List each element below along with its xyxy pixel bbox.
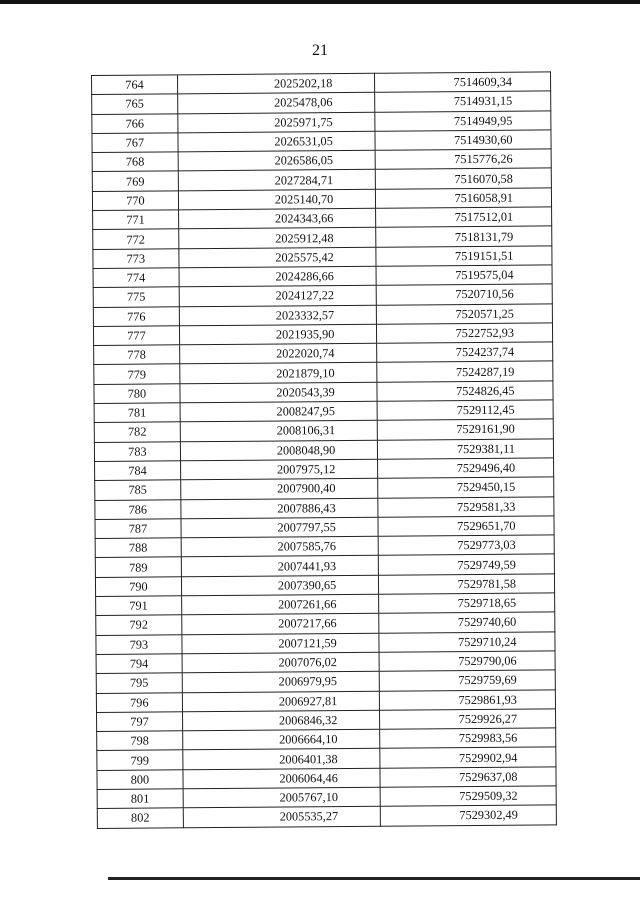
x-coordinate-cell: 2007900,40	[181, 478, 379, 499]
x-coordinate-cell: 2007441,93	[181, 556, 379, 577]
y-coordinate-cell: 7529581,33	[378, 496, 554, 517]
y-coordinate-cell: 7529302,49	[381, 805, 557, 826]
x-coordinate-cell: 2008048,90	[180, 440, 378, 461]
x-coordinate-cell: 2022020,74	[179, 343, 377, 364]
y-coordinate-cell: 7529773,03	[378, 535, 554, 556]
x-coordinate-cell: 2024127,22	[179, 286, 377, 307]
y-coordinate-cell: 7529161,90	[378, 419, 554, 440]
x-coordinate-cell: 2025478,06	[177, 93, 375, 114]
x-coordinate-cell: 2005535,27	[183, 807, 381, 828]
point-number-cell: 785	[95, 480, 181, 500]
x-coordinate-cell: 2021879,10	[180, 363, 378, 384]
x-coordinate-cell: 2005767,10	[183, 787, 381, 808]
coordinates-table	[91, 71, 557, 828]
point-number-cell: 791	[96, 596, 182, 616]
y-coordinate-cell: 7529749,59	[379, 554, 555, 575]
y-coordinate-cell: 7529710,24	[379, 631, 555, 652]
y-coordinate-cell: 7529926,27	[380, 709, 556, 730]
point-number-cell: 765	[92, 94, 178, 114]
y-coordinate-cell: 7529381,11	[378, 439, 554, 460]
point-number-cell: 767	[92, 133, 178, 153]
y-coordinate-cell: 7524826,45	[377, 381, 553, 402]
point-number-cell: 777	[93, 326, 179, 346]
point-number-cell: 794	[96, 654, 182, 674]
x-coordinate-cell: 2007585,76	[181, 536, 379, 557]
x-coordinate-cell: 2023332,57	[179, 305, 377, 326]
x-coordinate-cell: 2007076,02	[182, 652, 380, 673]
y-coordinate-cell: 7529759,69	[379, 670, 555, 691]
x-coordinate-cell: 2007261,66	[181, 594, 379, 615]
y-coordinate-cell: 7515776,26	[375, 149, 551, 170]
page-number: 21	[312, 42, 328, 59]
x-coordinate-cell: 2027284,71	[178, 170, 376, 191]
y-coordinate-cell: 7524237,74	[377, 342, 553, 363]
y-coordinate-cell: 7514609,34	[375, 72, 551, 93]
point-number-cell: 778	[94, 345, 180, 365]
y-coordinate-cell: 7514930,60	[375, 130, 551, 151]
y-coordinate-cell: 7517512,01	[376, 207, 552, 228]
y-coordinate-cell: 7519151,51	[376, 246, 552, 267]
point-number-cell: 795	[96, 673, 182, 693]
point-number-cell: 802	[97, 808, 183, 828]
y-coordinate-cell: 7529781,58	[379, 574, 555, 595]
x-coordinate-cell: 2006664,10	[182, 729, 380, 750]
x-coordinate-cell: 2006979,95	[182, 671, 380, 692]
x-coordinate-cell: 2025140,70	[178, 189, 376, 210]
point-number-cell: 796	[96, 692, 182, 712]
point-number-cell: 764	[92, 75, 178, 95]
y-coordinate-cell: 7529112,45	[377, 400, 553, 421]
y-coordinate-cell: 7529790,06	[379, 651, 555, 672]
point-number-cell: 790	[95, 577, 181, 597]
point-number-cell: 779	[94, 364, 180, 384]
table-row	[97, 805, 556, 828]
x-coordinate-cell: 2020543,39	[180, 382, 378, 403]
scan-edge-bottom	[108, 877, 640, 880]
x-coordinate-cell: 2006846,32	[182, 710, 380, 731]
scan-edge-top	[0, 0, 640, 4]
point-number-cell: 788	[95, 538, 181, 558]
coordinates-table-wrapper	[91, 71, 557, 828]
y-coordinate-cell: 7529902,94	[380, 747, 556, 768]
y-coordinate-cell: 7514949,95	[375, 110, 551, 131]
point-number-cell: 769	[92, 171, 178, 191]
point-number-cell: 771	[93, 210, 179, 230]
y-coordinate-cell: 7529983,56	[380, 728, 556, 749]
point-number-cell: 801	[97, 789, 183, 809]
x-coordinate-cell: 2024286,66	[179, 266, 377, 287]
point-number-cell: 784	[95, 461, 181, 481]
point-number-cell: 780	[94, 384, 180, 404]
x-coordinate-cell: 2008247,95	[180, 401, 378, 422]
y-coordinate-cell: 7516070,58	[376, 168, 552, 189]
x-coordinate-cell: 2024343,66	[178, 208, 376, 229]
point-number-cell: 786	[95, 499, 181, 519]
y-coordinate-cell: 7514931,15	[375, 91, 551, 112]
y-coordinate-cell: 7522752,93	[377, 323, 553, 344]
x-coordinate-cell: 2025202,18	[177, 73, 375, 94]
x-coordinate-cell: 2008106,31	[180, 421, 378, 442]
point-number-cell: 776	[93, 306, 179, 326]
point-number-cell: 774	[93, 268, 179, 288]
x-coordinate-cell: 2006064,46	[183, 768, 381, 789]
x-coordinate-cell: 2007975,12	[180, 459, 378, 480]
point-number-cell: 782	[94, 422, 180, 442]
point-number-cell: 773	[93, 248, 179, 268]
point-number-cell: 768	[92, 152, 178, 172]
point-number-cell: 797	[97, 712, 183, 732]
x-coordinate-cell: 2025912,48	[179, 228, 377, 249]
y-coordinate-cell: 7529740,60	[379, 612, 555, 633]
x-coordinate-cell: 2026531,05	[178, 131, 376, 152]
y-coordinate-cell: 7529450,15	[378, 477, 554, 498]
x-coordinate-cell: 2007121,59	[182, 633, 380, 654]
x-coordinate-cell: 2006927,81	[182, 691, 380, 712]
point-number-cell: 772	[93, 229, 179, 249]
y-coordinate-cell: 7520710,56	[376, 284, 552, 305]
point-number-cell: 800	[97, 769, 183, 789]
point-number-cell: 770	[92, 191, 178, 211]
coordinates-table-body	[92, 72, 557, 828]
point-number-cell: 775	[93, 287, 179, 307]
x-coordinate-cell: 2007797,55	[181, 517, 379, 538]
point-number-cell: 793	[96, 634, 182, 654]
y-coordinate-cell: 7529509,32	[380, 786, 556, 807]
x-coordinate-cell: 2025971,75	[178, 112, 376, 133]
point-number-cell: 781	[94, 403, 180, 423]
x-coordinate-cell: 2007217,66	[182, 614, 380, 635]
point-number-cell: 798	[97, 731, 183, 751]
point-number-cell: 799	[97, 750, 183, 770]
x-coordinate-cell: 2025575,42	[179, 247, 377, 268]
x-coordinate-cell: 2007886,43	[181, 498, 379, 519]
x-coordinate-cell: 2026586,05	[178, 150, 376, 171]
y-coordinate-cell: 7520571,25	[377, 303, 553, 324]
x-coordinate-cell: 2006401,38	[183, 749, 381, 770]
y-coordinate-cell: 7529651,70	[378, 516, 554, 537]
y-coordinate-cell: 7519575,04	[376, 265, 552, 286]
point-number-cell: 766	[92, 113, 178, 133]
y-coordinate-cell: 7524287,19	[377, 361, 553, 382]
point-number-cell: 789	[95, 557, 181, 577]
y-coordinate-cell: 7518131,79	[376, 226, 552, 247]
x-coordinate-cell: 2021935,90	[179, 324, 377, 345]
y-coordinate-cell: 7529496,40	[378, 458, 554, 479]
y-coordinate-cell: 7516058,91	[376, 188, 552, 209]
y-coordinate-cell: 7529637,08	[380, 767, 556, 788]
point-number-cell: 792	[96, 615, 182, 635]
y-coordinate-cell: 7529861,93	[380, 689, 556, 710]
y-coordinate-cell: 7529718,65	[379, 593, 555, 614]
x-coordinate-cell: 2007390,65	[181, 575, 379, 596]
point-number-cell: 783	[94, 441, 180, 461]
point-number-cell: 787	[95, 519, 181, 539]
